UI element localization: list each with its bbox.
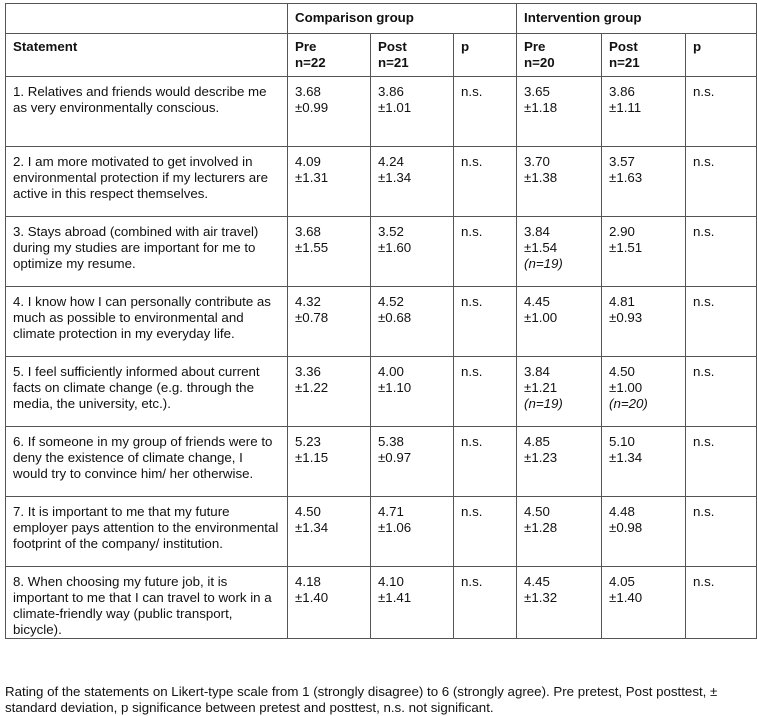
sd-value: ±1.60 xyxy=(378,240,412,255)
p-value: n.s. xyxy=(461,364,483,379)
intervention-pre-cell xyxy=(517,567,602,639)
mean-value: 4.50 xyxy=(524,504,550,519)
group-header-row xyxy=(6,4,757,34)
comparison-p-cell xyxy=(454,427,517,497)
mean-value: 4.10 xyxy=(378,574,404,589)
comparison-post-cell xyxy=(371,147,454,217)
p-value: n.s. xyxy=(693,224,715,239)
mean-value: 3.68 xyxy=(295,224,321,239)
mean-value: 4.50 xyxy=(609,364,635,379)
intervention-post-cell xyxy=(602,427,686,497)
table-row xyxy=(6,427,757,497)
sd-value: ±1.10 xyxy=(378,380,412,395)
comparison-post-header xyxy=(371,34,454,77)
intervention-post-label: Post xyxy=(609,39,638,54)
p-value: n.s. xyxy=(461,434,483,449)
intervention-pre-cell xyxy=(517,287,602,357)
mean-value: 3.36 xyxy=(295,364,321,379)
mean-value: 4.18 xyxy=(295,574,321,589)
sd-value: ±1.54 xyxy=(524,240,558,255)
sd-value: ±1.40 xyxy=(609,590,643,605)
sd-value: ±1.31 xyxy=(295,170,329,185)
sd-value: ±1.06 xyxy=(378,520,412,535)
sd-value: ±1.38 xyxy=(524,170,558,185)
mean-value: 3.52 xyxy=(378,224,404,239)
intervention-p-cell xyxy=(686,287,757,357)
p-value: n.s. xyxy=(693,434,715,449)
sd-value: ±1.21 xyxy=(524,380,558,395)
comparison-post-cell xyxy=(371,357,454,427)
p-value: n.s. xyxy=(461,154,483,169)
mean-value: 3.86 xyxy=(609,84,635,99)
comparison-pre-cell xyxy=(288,497,371,567)
mean-value: 4.50 xyxy=(295,504,321,519)
sd-value: ±1.63 xyxy=(609,170,643,185)
comparison-post-cell xyxy=(371,427,454,497)
mean-value: 3.70 xyxy=(524,154,550,169)
mean-value: 3.84 xyxy=(524,224,550,239)
statement-text: 4. I know how I can personally contribute as much as possible to environmental and climate protection in my everyday life. xyxy=(13,294,271,341)
comparison-pre-label: Pre xyxy=(295,39,317,54)
intervention-p-cell xyxy=(686,77,757,147)
mean-value: 3.86 xyxy=(378,84,404,99)
p-value: n.s. xyxy=(461,84,483,99)
sd-value: ±0.78 xyxy=(295,310,329,325)
sd-value: ±1.00 xyxy=(609,380,643,395)
intervention-post-cell xyxy=(602,147,686,217)
mean-value: 4.05 xyxy=(609,574,635,589)
table-row xyxy=(6,567,757,639)
n-note: (n=19) xyxy=(524,396,563,411)
n-note: (n=19) xyxy=(524,256,563,271)
sd-value: ±0.93 xyxy=(609,310,643,325)
intervention-post-cell xyxy=(602,77,686,147)
intervention-p-cell xyxy=(686,147,757,217)
sd-value: ±0.97 xyxy=(378,450,412,465)
comparison-p-cell xyxy=(454,147,517,217)
comparison-p-cell xyxy=(454,77,517,147)
statement-cell xyxy=(6,217,288,287)
table-row xyxy=(6,357,757,427)
statement-header: Statement xyxy=(6,34,288,77)
comparison-p-cell xyxy=(454,287,517,357)
mean-value: 3.68 xyxy=(295,84,321,99)
statement-text: 5. I feel sufficiently informed about current facts on climate change (e.g. through the media, the university, etc.). xyxy=(13,364,260,411)
mean-value: 2.90 xyxy=(609,224,635,239)
sd-value: ±1.11 xyxy=(609,100,642,115)
header-blank-cell xyxy=(6,4,288,34)
p-value: n.s. xyxy=(461,574,483,589)
intervention-pre-cell xyxy=(517,77,602,147)
comparison-pre-cell xyxy=(288,287,371,357)
comparison-group-header: Comparison group xyxy=(288,4,517,34)
table-row xyxy=(6,77,757,147)
statement-cell xyxy=(6,497,288,567)
p-value: n.s. xyxy=(461,504,483,519)
p-value: n.s. xyxy=(693,154,715,169)
intervention-pre-cell xyxy=(517,357,602,427)
mean-value: 5.23 xyxy=(295,434,321,449)
p-value: n.s. xyxy=(461,224,483,239)
sd-value: ±1.23 xyxy=(524,450,558,465)
mean-value: 4.32 xyxy=(295,294,321,309)
intervention-p-cell xyxy=(686,427,757,497)
statement-text: 7. It is important to me that my future employer pays attention to the environmental footprint of the company/ institution. xyxy=(13,504,279,551)
n-note: (n=20) xyxy=(609,396,648,411)
intervention-post-cell xyxy=(602,497,686,567)
intervention-post-cell xyxy=(602,287,686,357)
sd-value: ±1.34 xyxy=(295,520,329,535)
table-row xyxy=(6,287,757,357)
table-row xyxy=(6,217,757,287)
sd-value: ±1.34 xyxy=(378,170,412,185)
sd-value: ±1.15 xyxy=(295,450,329,465)
comparison-pre-cell xyxy=(288,427,371,497)
sd-value: ±1.34 xyxy=(609,450,643,465)
intervention-pre-cell xyxy=(517,147,602,217)
p-value: n.s. xyxy=(693,84,715,99)
comparison-post-n: n=21 xyxy=(378,55,409,70)
mean-value: 5.38 xyxy=(378,434,404,449)
comparison-pre-n: n=22 xyxy=(295,55,326,70)
statement-cell xyxy=(6,567,288,639)
intervention-p-header: p xyxy=(686,34,757,77)
p-value: n.s. xyxy=(461,294,483,309)
comparison-p-header: p xyxy=(454,34,517,77)
sd-value: ±1.22 xyxy=(295,380,329,395)
comparison-post-cell xyxy=(371,217,454,287)
statement-cell xyxy=(6,77,288,147)
p-value: n.s. xyxy=(693,504,715,519)
sd-value: ±1.01 xyxy=(378,100,412,115)
mean-value: 3.57 xyxy=(609,154,635,169)
comparison-post-cell xyxy=(371,287,454,357)
statement-text: 6. If someone in my group of friends were to deny the existence of climate change, I would try to convince him/ her otherwise. xyxy=(13,434,273,481)
comparison-post-label: Post xyxy=(378,39,407,54)
statement-text: 8. When choosing my future job, it is important to me that I can travel to work in a climate-friendly way (public transport, bicycle). xyxy=(13,574,272,637)
table-footnote: Rating of the statements on Likert-type scale from 1 (strongly disagree) to 6 (strongly agree). Pre pretest, Post posttest, ± standard deviation, p significance between pretest and posttest, n.s. not significant. xyxy=(5,684,718,715)
intervention-post-cell xyxy=(602,357,686,427)
table-row xyxy=(6,147,757,217)
mean-value: 4.24 xyxy=(378,154,404,169)
p-value: n.s. xyxy=(693,294,715,309)
sd-value: ±1.51 xyxy=(609,240,643,255)
comparison-pre-header xyxy=(288,34,371,77)
comparison-post-cell xyxy=(371,77,454,147)
intervention-post-cell xyxy=(602,217,686,287)
mean-value: 4.00 xyxy=(378,364,404,379)
comparison-pre-cell xyxy=(288,567,371,639)
sd-value: ±1.00 xyxy=(524,310,558,325)
sd-value: ±1.55 xyxy=(295,240,329,255)
comparison-pre-cell xyxy=(288,217,371,287)
intervention-pre-header xyxy=(517,34,602,77)
table-row xyxy=(6,497,757,567)
sd-value: ±1.28 xyxy=(524,520,558,535)
intervention-post-n: n=21 xyxy=(609,55,640,70)
statement-cell xyxy=(6,147,288,217)
mean-value: 4.85 xyxy=(524,434,550,449)
statement-cell xyxy=(6,357,288,427)
comparison-p-cell xyxy=(454,217,517,287)
intervention-group-header: Intervention group xyxy=(517,4,757,34)
intervention-post-header xyxy=(602,34,686,77)
statement-text: 2. I am more motivated to get involved in environmental protection if my lecturers are active in this respect themselves. xyxy=(13,154,268,201)
mean-value: 4.52 xyxy=(378,294,404,309)
statement-cell xyxy=(6,287,288,357)
intervention-pre-cell xyxy=(517,427,602,497)
comparison-pre-cell xyxy=(288,147,371,217)
sd-value: ±0.98 xyxy=(609,520,643,535)
intervention-p-cell xyxy=(686,357,757,427)
comparison-post-cell xyxy=(371,567,454,639)
intervention-pre-label: Pre xyxy=(524,39,546,54)
intervention-pre-cell xyxy=(517,497,602,567)
mean-value: 4.81 xyxy=(609,294,635,309)
intervention-pre-cell xyxy=(517,217,602,287)
comparison-post-cell xyxy=(371,497,454,567)
intervention-p-cell xyxy=(686,567,757,639)
comparison-pre-cell xyxy=(288,77,371,147)
p-value: n.s. xyxy=(693,364,715,379)
intervention-p-cell xyxy=(686,497,757,567)
mean-value: 5.10 xyxy=(609,434,635,449)
sd-value: ±1.41 xyxy=(378,590,412,605)
sd-value: ±1.18 xyxy=(524,100,558,115)
comparison-p-cell xyxy=(454,357,517,427)
p-value: n.s. xyxy=(693,574,715,589)
mean-value: 3.65 xyxy=(524,84,550,99)
results-table xyxy=(5,3,757,639)
mean-value: 3.84 xyxy=(524,364,550,379)
mean-value: 4.71 xyxy=(378,504,404,519)
comparison-p-cell xyxy=(454,567,517,639)
statement-text: 3. Stays abroad (combined with air travel) during my studies are important for me to optimize my resume. xyxy=(13,224,259,271)
sd-value: ±1.32 xyxy=(524,590,558,605)
sd-value: ±0.68 xyxy=(378,310,412,325)
intervention-p-cell xyxy=(686,217,757,287)
intervention-post-cell xyxy=(602,567,686,639)
intervention-pre-n: n=20 xyxy=(524,55,555,70)
sd-value: ±1.40 xyxy=(295,590,329,605)
mean-value: 4.48 xyxy=(609,504,635,519)
mean-value: 4.45 xyxy=(524,574,550,589)
sd-value: ±0.99 xyxy=(295,100,329,115)
comparison-p-cell xyxy=(454,497,517,567)
comparison-pre-cell xyxy=(288,357,371,427)
column-header-row xyxy=(6,34,757,77)
mean-value: 4.45 xyxy=(524,294,550,309)
statement-text: 1. Relatives and friends would describe me as very environmentally conscious. xyxy=(13,84,267,115)
statement-cell xyxy=(6,427,288,497)
mean-value: 4.09 xyxy=(295,154,321,169)
